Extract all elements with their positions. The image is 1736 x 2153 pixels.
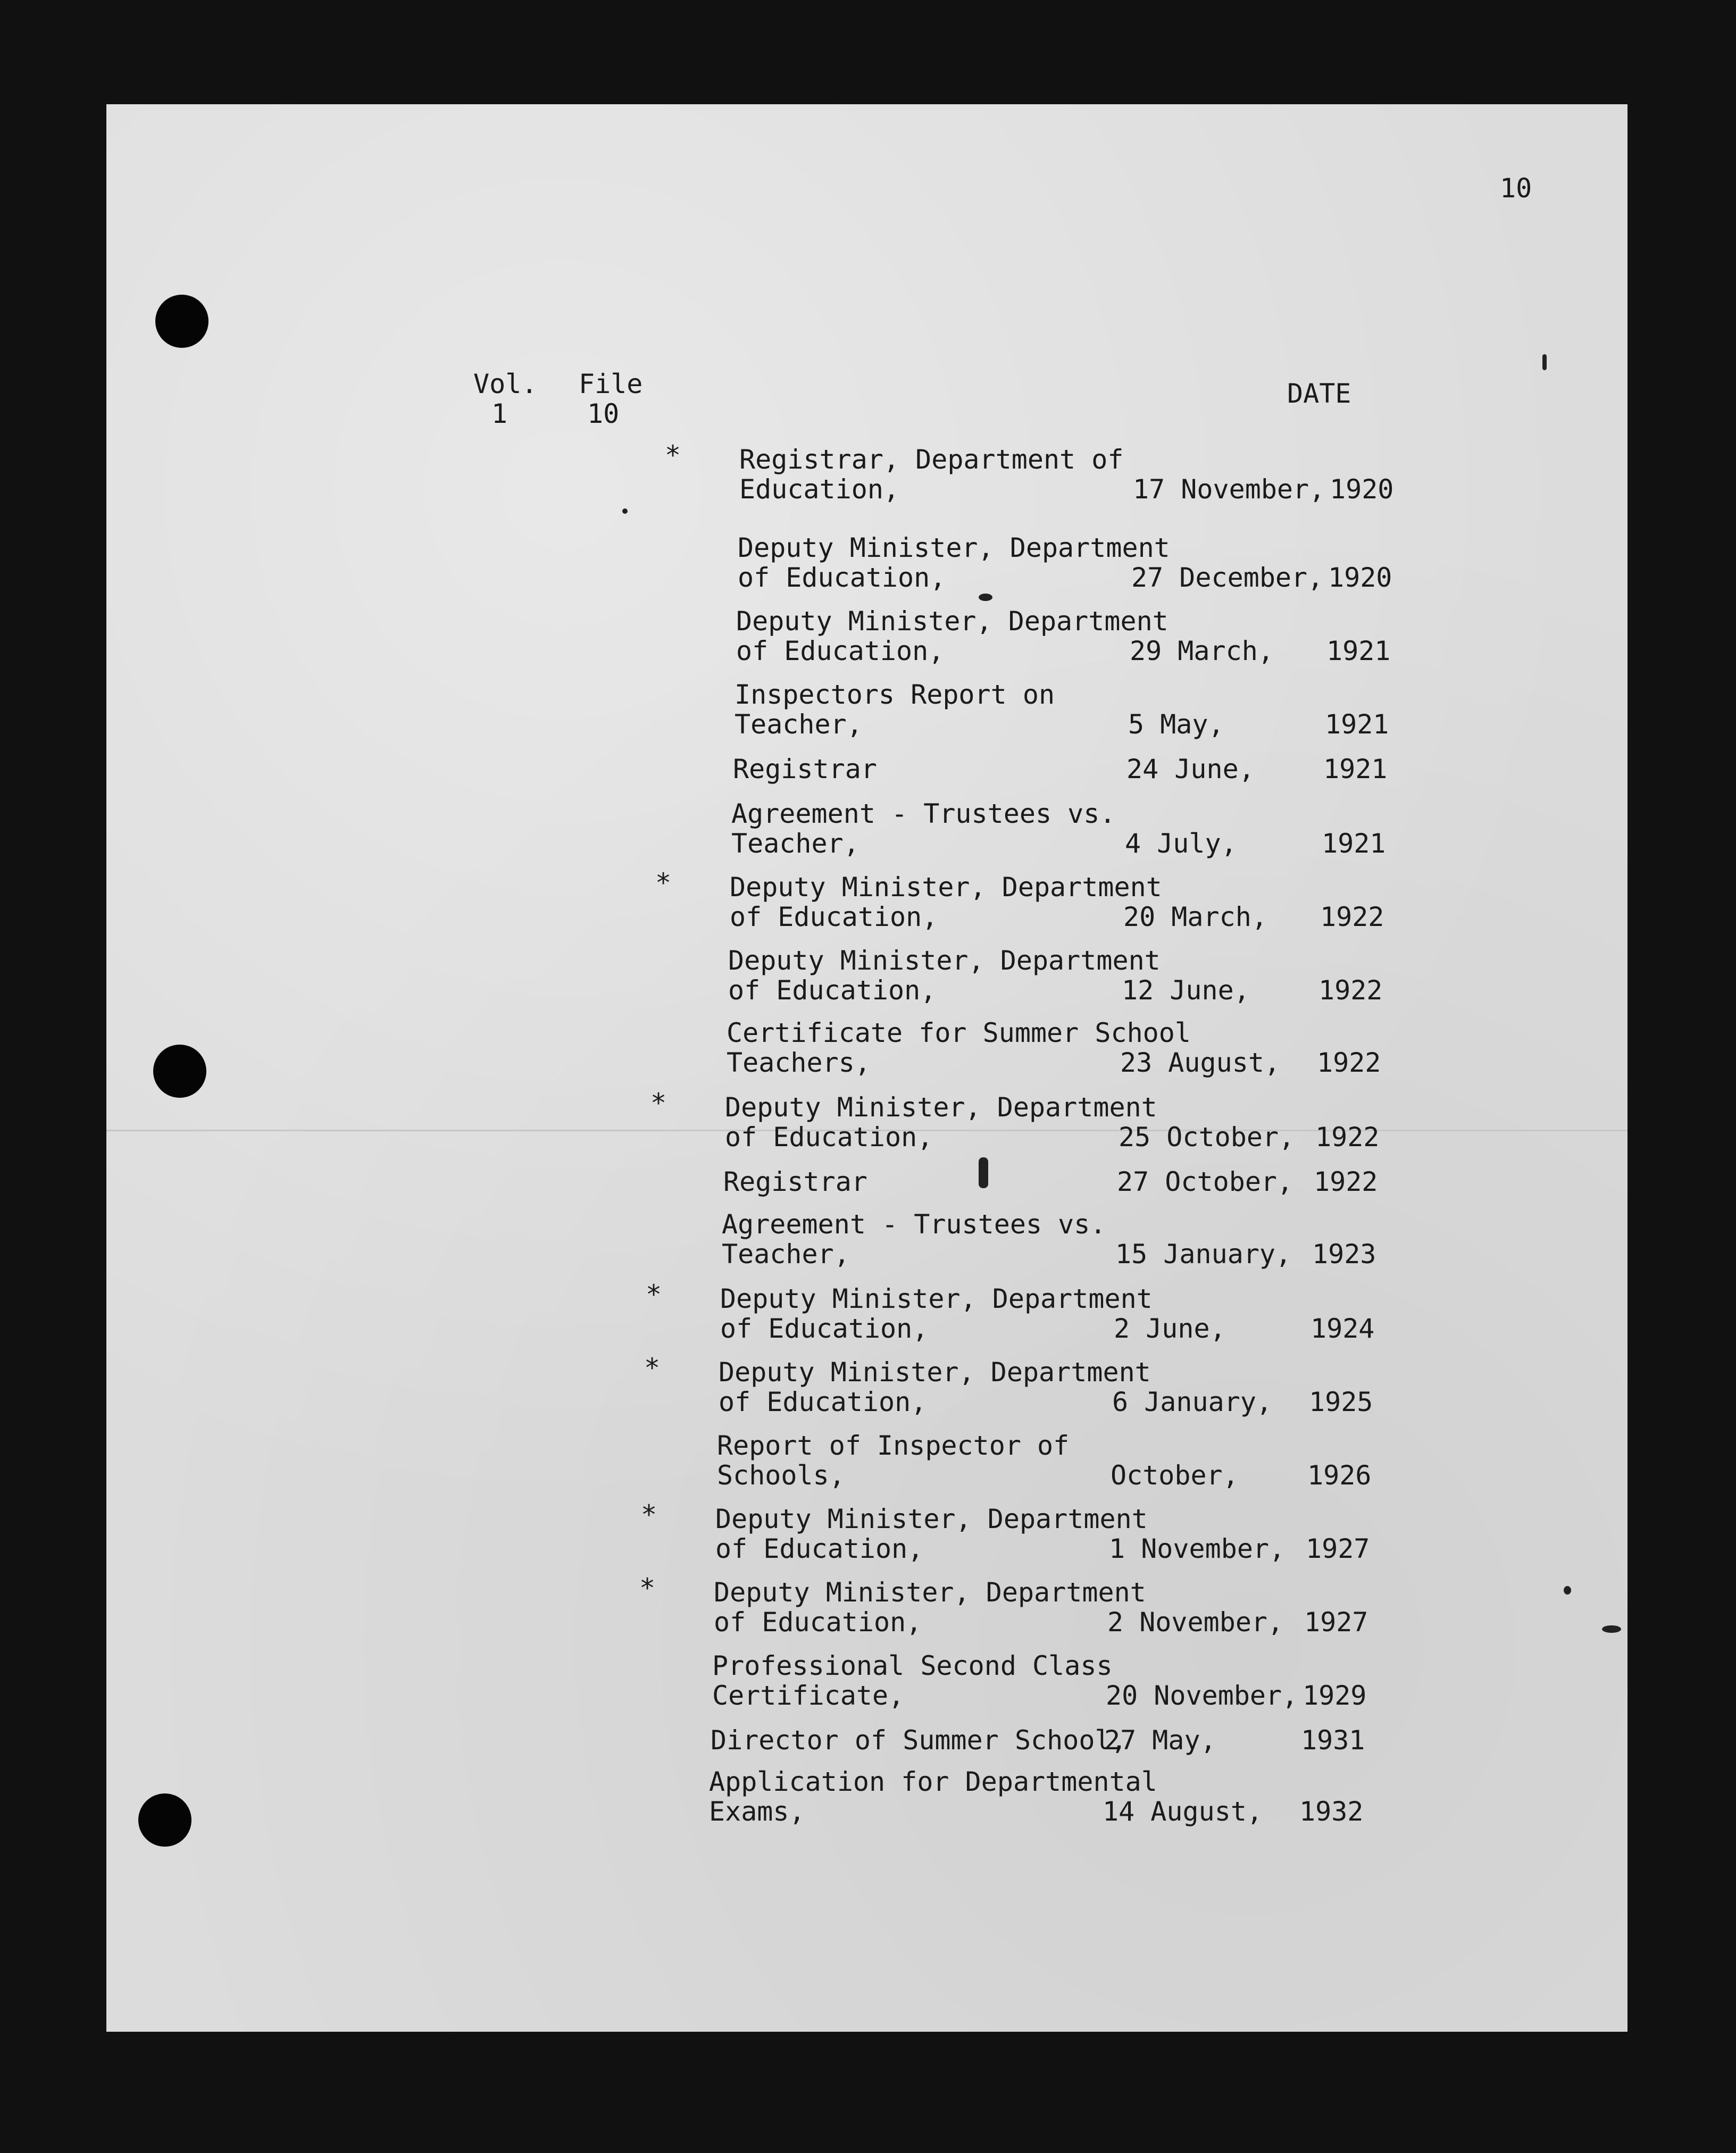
- document-entry: [735, 680, 1532, 739]
- entry-description-line1: Director of Summer School,: [711, 1725, 1127, 1756]
- entry-year: 1921: [1326, 636, 1391, 666]
- entry-year: 1932: [1299, 1796, 1364, 1827]
- entry-description-line2: Teacher,: [722, 1239, 850, 1270]
- entry-description-line2: of Education,: [730, 902, 938, 932]
- entry-description-line1: Agreement - Trustees vs.: [722, 1209, 1106, 1240]
- entry-year: 1929: [1303, 1680, 1367, 1711]
- entry-description-line1: Registrar, Department of: [739, 444, 1124, 475]
- vol-label: Vol.: [473, 369, 538, 399]
- document-entry: [641, 1499, 1513, 1564]
- vol-value: 1: [491, 398, 508, 429]
- entry-description-line1: Agreement - Trustees vs.: [731, 798, 1116, 829]
- entry-description: [720, 1284, 1153, 1343]
- entry-date: 2 June,: [1114, 1313, 1226, 1344]
- entry-year: 1922: [1320, 902, 1384, 932]
- entry-description-line2: of Education,: [719, 1387, 927, 1417]
- entry-description-line2: Education,: [739, 474, 900, 505]
- entry-star-marker: *: [639, 1573, 656, 1604]
- document-entry: [655, 867, 1528, 932]
- entry-star-marker: *: [644, 1353, 661, 1383]
- dust-speck: [1564, 1586, 1571, 1595]
- entry-year: 1924: [1311, 1313, 1375, 1344]
- document-entry: [712, 1651, 1510, 1710]
- entry-description-line2: Schools,: [717, 1460, 845, 1491]
- entry-description-line2: of Education,: [714, 1607, 922, 1638]
- entry-description-line1: Deputy Minister, Department: [738, 532, 1170, 563]
- entry-year: 1921: [1322, 828, 1386, 859]
- entry-description: [709, 1767, 1157, 1826]
- entry-date: 20 March,: [1123, 902, 1267, 932]
- entry-description: [722, 1209, 1106, 1269]
- entry-description-line1: Report of Inspector of: [717, 1430, 1070, 1461]
- entry-description: [735, 680, 1055, 739]
- entry-date: 2 November,: [1107, 1607, 1284, 1638]
- entry-date: 4 July,: [1125, 828, 1237, 859]
- entry-star-marker: *: [665, 440, 681, 471]
- entry-date: 1 November,: [1109, 1533, 1286, 1564]
- document-entry: [727, 1018, 1524, 1078]
- dust-speck: [979, 594, 992, 601]
- punch-hole-bottom: [138, 1793, 191, 1847]
- entry-date: 24 June,: [1126, 754, 1255, 785]
- entry-description-line1: Deputy Minister, Department: [728, 945, 1161, 976]
- entry-year: 1922: [1315, 1122, 1380, 1153]
- document-entry: [728, 946, 1526, 1005]
- page-number: 10: [1500, 173, 1532, 204]
- document-entry: [709, 1767, 1507, 1826]
- entry-description-line1: Deputy Minister, Department: [736, 606, 1169, 637]
- entry-description-line2: of Education,: [738, 562, 946, 593]
- entry-date: 15 January,: [1115, 1239, 1292, 1270]
- document-entry: [639, 1573, 1512, 1638]
- punch-hole-top: [155, 295, 208, 348]
- document-entry: [665, 440, 1537, 505]
- entry-date: 5 May,: [1128, 709, 1224, 740]
- entry-date: 23 August,: [1120, 1047, 1281, 1078]
- entry-description-line1: Application for Departmental: [709, 1766, 1157, 1797]
- entry-description: [733, 754, 877, 784]
- entry-date: 14 August,: [1103, 1796, 1263, 1827]
- entry-date: 29 March,: [1130, 636, 1274, 666]
- entry-description-line2: of Education,: [720, 1313, 929, 1344]
- date-column-label: DATE: [1287, 378, 1351, 409]
- entry-description: [725, 1092, 1157, 1152]
- entry-star-marker: *: [641, 1499, 657, 1530]
- entry-description: [717, 1431, 1069, 1490]
- entry-description-line2: of Education,: [715, 1533, 924, 1564]
- entry-year: 1922: [1317, 1047, 1381, 1078]
- entry-description-line2: of Education,: [728, 975, 937, 1006]
- entry-year: 1926: [1307, 1460, 1372, 1491]
- entry-description-line1: Deputy Minister, Department: [730, 872, 1162, 903]
- entry-year: 1921: [1325, 709, 1389, 740]
- entry-year: 1927: [1304, 1607, 1368, 1638]
- entry-description-line1: Deputy Minister, Department: [715, 1504, 1148, 1534]
- entry-year: 1925: [1309, 1387, 1373, 1417]
- entry-star-marker: *: [646, 1279, 662, 1310]
- entry-star-marker: *: [655, 867, 672, 898]
- entry-year: 1921: [1323, 754, 1388, 785]
- document-entry: [722, 1209, 1520, 1269]
- entry-description-line2: Teachers,: [727, 1047, 871, 1078]
- entry-description-line1: Certificate for Summer School: [727, 1017, 1191, 1048]
- entry-description-line1: Registrar: [723, 1166, 867, 1197]
- dust-speck: [1542, 354, 1547, 370]
- entry-year: 1927: [1306, 1533, 1370, 1564]
- entry-year: 1923: [1312, 1239, 1376, 1270]
- entry-description-line1: Inspectors Report on: [735, 679, 1055, 710]
- entry-description-line1: Deputy Minister, Department: [720, 1283, 1153, 1314]
- entry-description: [738, 533, 1170, 593]
- entry-description: [715, 1504, 1148, 1564]
- document-entry: [650, 1088, 1523, 1153]
- entry-date: 25 October,: [1119, 1122, 1295, 1153]
- document-entry: [731, 799, 1529, 858]
- entry-date: 27 May,: [1104, 1725, 1216, 1756]
- entry-description-line2: Teacher,: [735, 709, 863, 740]
- entry-date: 12 June,: [1122, 975, 1250, 1006]
- entry-date: 27 October,: [1117, 1166, 1293, 1197]
- entry-description-line2: of Education,: [725, 1122, 933, 1153]
- entry-description-line1: Deputy Minister, Department: [714, 1577, 1146, 1608]
- entry-date: October,: [1111, 1460, 1239, 1491]
- entry-description: [714, 1578, 1146, 1637]
- document-entry: [644, 1353, 1516, 1417]
- entry-year: 1922: [1314, 1166, 1378, 1197]
- document-entry: [646, 1279, 1518, 1344]
- dust-speck: [1602, 1625, 1621, 1633]
- entry-description: [712, 1651, 1113, 1710]
- entry-description-line2: Teacher,: [731, 828, 859, 859]
- entry-date: 27 December,: [1131, 562, 1324, 593]
- entry-description: [723, 1167, 867, 1197]
- punch-hole-middle: [153, 1045, 206, 1098]
- entry-description: [730, 872, 1162, 932]
- entry-description-line1: Deputy Minister, Department: [725, 1092, 1157, 1123]
- entry-star-marker: *: [650, 1088, 667, 1119]
- entry-description-line2: of Education,: [736, 636, 945, 666]
- file-value: 10: [587, 398, 620, 429]
- entry-description-line2: Certificate,: [712, 1680, 905, 1711]
- file-label: File: [579, 369, 643, 399]
- entry-year: 1920: [1330, 474, 1394, 505]
- entry-description: [711, 1725, 1127, 1755]
- document-entry: [736, 606, 1534, 666]
- entry-description: [731, 799, 1115, 858]
- dust-speck: [622, 508, 628, 514]
- document-entry: [738, 533, 1535, 593]
- entry-description: [736, 606, 1169, 666]
- entry-description: [739, 445, 1123, 504]
- entry-year: 1931: [1301, 1725, 1365, 1756]
- entry-description: [719, 1357, 1151, 1417]
- entry-description-line2: Exams,: [709, 1796, 805, 1827]
- entry-description: [728, 946, 1161, 1005]
- entry-date: 6 January,: [1112, 1387, 1273, 1417]
- document-entry: [717, 1431, 1515, 1490]
- entry-description-line1: Deputy Minister, Department: [719, 1357, 1151, 1388]
- entry-date: 17 November,: [1133, 474, 1325, 505]
- entry-description-line1: Registrar: [733, 754, 877, 785]
- entry-date: 20 November,: [1106, 1680, 1298, 1711]
- entry-year: 1920: [1328, 562, 1392, 593]
- entry-description-line1: Professional Second Class: [712, 1650, 1113, 1681]
- entry-year: 1922: [1318, 975, 1383, 1006]
- document-page: [106, 104, 1628, 2032]
